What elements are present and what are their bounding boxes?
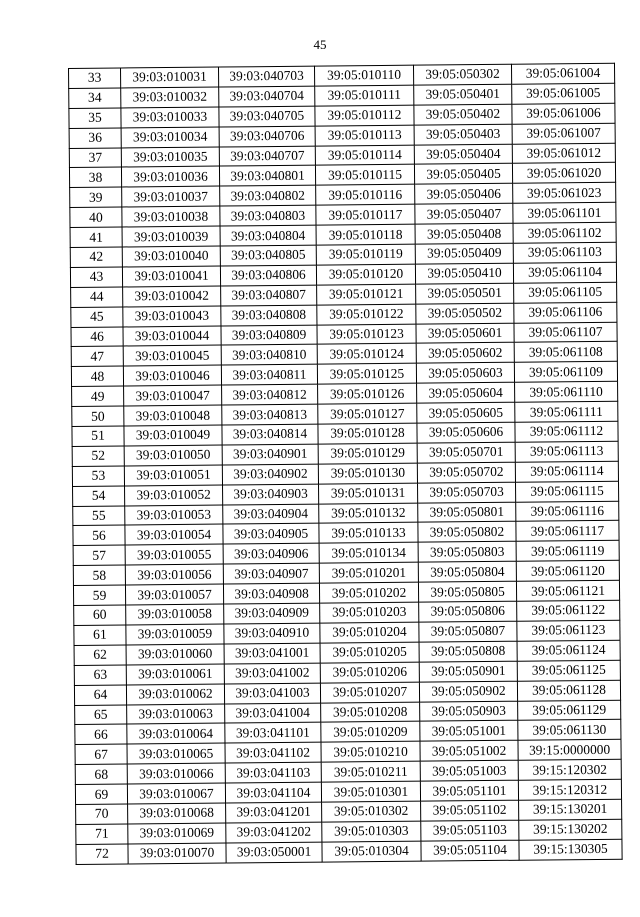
cadastral-number-cell: 39:03:010055 — [125, 544, 223, 565]
cadastral-number-cell: 39:03:040706 — [219, 126, 315, 147]
cadastral-number-cell: 39:05:050806 — [419, 601, 517, 622]
cadastral-number-cell: 39:05:010130 — [318, 463, 417, 484]
cadastral-number-cell: 39:05:010211 — [321, 761, 420, 782]
row-number-cell: 58 — [73, 565, 125, 585]
table-row — [76, 839, 622, 864]
cadastral-number-cell: 39:05:050807 — [419, 621, 517, 642]
cadastral-number-cell: 39:03:040707 — [219, 146, 315, 167]
cadastral-number-cell: 39:05:010114 — [315, 145, 414, 166]
cadastral-number-cell: 39:03:040902 — [222, 464, 318, 485]
row-number-cell: 46 — [71, 327, 123, 347]
cadastral-number-cell: 39:03:010060 — [126, 644, 224, 665]
cadastral-number-cell: 39:05:061109 — [514, 362, 617, 383]
row-number-cell: 35 — [69, 108, 121, 128]
cadastral-number-cell: 39:05:061129 — [518, 700, 621, 721]
cadastral-number-cell: 39:05:010131 — [319, 483, 418, 504]
cadastral-number-cell: 39:05:061012 — [512, 143, 615, 164]
row-number-cell: 69 — [75, 784, 127, 804]
cadastral-number-cell: 39:05:061105 — [514, 282, 617, 303]
cadastral-number-cell: 39:05:050410 — [415, 263, 513, 284]
cadastral-number-cell: 39:03:050001 — [226, 842, 322, 863]
cadastral-number-cell: 39:03:040807 — [221, 285, 317, 306]
cadastral-number-cell: 39:05:050803 — [418, 542, 516, 563]
cadastral-number-cell: 39:05:061007 — [512, 123, 615, 144]
cadastral-number-cell: 39:03:041201 — [226, 802, 322, 823]
cadastral-number-cell: 39:05:050802 — [418, 522, 516, 543]
cadastral-number-cell: 39:03:010070 — [128, 843, 226, 864]
cadastral-number-cell: 39:03:041103 — [225, 762, 321, 783]
cadastral-number-cell: 39:05:051002 — [420, 740, 518, 761]
row-number-cell: 53 — [72, 466, 124, 486]
cadastral-number-cell: 39:05:061111 — [515, 401, 618, 422]
cadastral-number-cell: 39:05:010122 — [317, 304, 416, 325]
row-number-cell: 49 — [72, 386, 124, 406]
cadastral-number-cell: 39:03:040903 — [223, 484, 319, 505]
row-number-cell: 68 — [75, 764, 127, 784]
cadastral-number-cell: 39:03:010034 — [121, 127, 219, 148]
cadastral-number-cell: 39:05:050603 — [416, 363, 514, 384]
cadastral-number-cell: 39:05:061119 — [516, 541, 619, 562]
cadastral-number-cell: 39:05:051101 — [420, 780, 518, 801]
cadastral-number-cell: 39:05:010204 — [320, 622, 419, 643]
cadastral-number-cell: 39:15:130202 — [519, 819, 622, 840]
cadastral-number-cell: 39:05:010110 — [314, 65, 413, 86]
cadastral-number-cell: 39:03:040906 — [223, 543, 319, 564]
cadastral-number-cell: 39:05:010121 — [317, 284, 416, 305]
cadastral-number-cell: 39:05:050405 — [414, 164, 512, 185]
cadastral-number-cell: 39:05:061101 — [513, 202, 616, 223]
cadastral-number-cell: 39:05:061128 — [517, 680, 620, 701]
cadastral-number-cell: 39:03:040804 — [220, 225, 316, 246]
cadastral-number-cell: 39:05:061104 — [513, 262, 616, 283]
cadastral-number-cell: 39:03:040901 — [222, 444, 318, 465]
cadastral-number-cell: 39:03:010048 — [124, 405, 222, 426]
cadastral-number-cell: 39:05:050902 — [419, 681, 517, 702]
cadastral-number-cell: 39:05:061124 — [517, 640, 620, 661]
cadastral-number-cell: 39:03:010068 — [128, 803, 226, 824]
row-number-cell: 45 — [71, 307, 123, 327]
cadastral-number-cell: 39:03:010054 — [125, 525, 223, 546]
row-number-cell: 59 — [73, 585, 125, 605]
cadastral-number-cell: 39:03:040703 — [218, 66, 314, 87]
cadastral-number-cell: 39:15:0000000 — [518, 740, 621, 761]
cadastral-number-cell: 39:05:050601 — [416, 323, 514, 344]
cadastral-number-cell: 39:05:051104 — [421, 840, 519, 861]
cadastral-number-cell: 39:05:050808 — [419, 641, 517, 662]
row-number-cell: 57 — [73, 545, 125, 565]
row-number-cell: 41 — [70, 227, 122, 247]
cadastral-number-cell: 39:03:040812 — [222, 384, 318, 405]
cadastral-number-cell: 39:05:010210 — [321, 741, 420, 762]
cadastral-number-cell: 39:03:010031 — [121, 67, 219, 88]
cadastral-number-cell: 39:05:010207 — [320, 682, 419, 703]
cadastral-number-cell: 39:05:050702 — [417, 462, 515, 483]
page-number: 45 — [313, 37, 327, 52]
cadastral-number-cell: 39:03:040904 — [223, 504, 319, 525]
row-number-cell: 72 — [76, 844, 128, 864]
cadastral-number-cell: 39:15:130201 — [519, 799, 622, 820]
cadastral-number-cell: 39:15:130305 — [519, 839, 622, 860]
cadastral-number-cell: 39:05:010129 — [318, 443, 417, 464]
cadastral-number-cell: 39:05:051102 — [421, 800, 519, 821]
cadastral-number-cell: 39:15:120302 — [518, 759, 621, 780]
cadastral-number-cell: 39:05:050602 — [416, 343, 514, 364]
cadastral-number-cell: 39:03:041102 — [225, 742, 321, 763]
row-number-cell: 33 — [69, 68, 121, 88]
cadastral-number-cell: 39:03:041001 — [224, 643, 320, 664]
table-body — [69, 63, 623, 864]
cadastral-number-cell: 39:03:040801 — [219, 166, 315, 187]
cadastral-number-cell: 39:05:061123 — [517, 620, 620, 641]
cadastral-number-cell: 39:03:010066 — [127, 763, 225, 784]
cadastral-number-cell: 39:03:010036 — [121, 167, 219, 188]
cadastral-number-cell: 39:05:010117 — [316, 204, 415, 225]
row-number-cell: 60 — [74, 605, 126, 625]
cadastral-number-cell: 39:05:050404 — [414, 144, 512, 165]
cadastral-number-cell: 39:05:010302 — [322, 801, 421, 822]
row-number-cell: 65 — [75, 704, 127, 724]
cadastral-number-cell: 39:05:010115 — [315, 165, 414, 186]
cadastral-number-cell: 39:03:040813 — [222, 404, 318, 425]
cadastral-number-cell: 39:05:010208 — [321, 702, 420, 723]
cadastral-number-cell: 39:03:010038 — [122, 206, 220, 227]
cadastral-number-cell: 39:05:010133 — [319, 523, 418, 544]
cadastral-number-cell: 39:05:061108 — [514, 342, 617, 363]
row-number-cell: 43 — [70, 267, 122, 287]
cadastral-number-cell: 39:05:050805 — [418, 581, 516, 602]
cadastral-number-cell: 39:03:010035 — [121, 147, 219, 168]
cadastral-number-cell: 39:05:061113 — [515, 441, 618, 462]
cadastral-number-cell: 39:05:061122 — [517, 600, 620, 621]
row-number-cell: 64 — [74, 685, 126, 705]
cadastral-number-cell: 39:03:041004 — [225, 703, 321, 724]
cadastral-number-cell: 39:05:050605 — [417, 402, 515, 423]
cadastral-number-cell: 39:05:010206 — [320, 662, 419, 683]
cadastral-number-cell: 39:05:010134 — [319, 543, 418, 564]
cadastral-number-cell: 39:05:050801 — [418, 502, 516, 523]
cadastral-number-cell: 39:03:010065 — [127, 743, 225, 764]
cadastral-number-cell: 39:03:010056 — [125, 564, 223, 585]
cadastral-number-cell: 39:05:010125 — [317, 364, 416, 385]
cadastral-number-cell: 39:03:010063 — [127, 704, 225, 725]
cadastral-number-cell: 39:05:050403 — [414, 124, 512, 145]
cadastral-number-cell: 39:05:050407 — [415, 203, 513, 224]
cadastral-number-cell: 39:05:051103 — [421, 820, 519, 841]
cadastral-number-cell: 39:05:010205 — [320, 642, 419, 663]
cadastral-number-cell: 39:05:010120 — [316, 264, 415, 285]
row-number-cell: 40 — [70, 207, 122, 227]
cadastral-number-cell: 39:05:061103 — [513, 242, 616, 263]
cadastral-number-cell: 39:05:061004 — [511, 63, 614, 84]
cadastral-number-cell: 39:03:040805 — [220, 245, 316, 266]
row-number-cell: 47 — [71, 346, 123, 366]
cadastral-number-cell: 39:05:061107 — [514, 322, 617, 343]
cadastral-number-cell: 39:05:010132 — [319, 503, 418, 524]
cadastral-number-cell: 39:05:010304 — [322, 841, 421, 862]
cadastral-number-cell: 39:05:010127 — [318, 403, 417, 424]
cadastral-number-cell: 39:05:061020 — [512, 163, 615, 184]
cadastral-number-cell: 39:05:050302 — [413, 64, 511, 85]
row-number-cell: 36 — [69, 128, 121, 148]
cadastral-number-cell: 39:05:050401 — [414, 84, 512, 105]
cadastral-number-cell: 39:03:041002 — [224, 663, 320, 684]
cadastral-number-cell: 39:03:041101 — [225, 722, 321, 743]
cadastral-number-cell: 39:03:010032 — [121, 87, 219, 108]
row-number-cell: 37 — [69, 148, 121, 168]
cadastral-number-cell: 39:05:061106 — [514, 302, 617, 323]
cadastral-number-cell: 39:03:040811 — [221, 364, 317, 385]
cadastral-number-cell: 39:05:050409 — [415, 243, 513, 264]
cadastral-number-cell: 39:05:010201 — [319, 562, 418, 583]
cadastral-number-cell: 39:05:061125 — [517, 660, 620, 681]
cadastral-number-cell: 39:03:010033 — [121, 107, 219, 128]
cadastral-number-cell: 39:03:010045 — [123, 346, 221, 367]
cadastral-number-cell: 39:03:041202 — [226, 822, 322, 843]
cadastral-number-cell: 39:05:050402 — [414, 104, 512, 125]
cadastral-number-cell: 39:05:051003 — [420, 760, 518, 781]
cadastral-number-cell: 39:03:010049 — [124, 425, 222, 446]
cadastral-number-cell: 39:03:010039 — [122, 226, 220, 247]
cadastral-number-cell: 39:03:040907 — [223, 563, 319, 584]
cadastral-number-cell: 39:03:010041 — [122, 266, 220, 287]
cadastral-number-cell: 39:03:010040 — [122, 246, 220, 267]
cadastral-number-cell: 39:03:010043 — [123, 306, 221, 327]
cadastral-table — [68, 63, 623, 865]
cadastral-number-cell: 39:05:061115 — [515, 481, 618, 502]
cadastral-number-cell: 39:03:010042 — [123, 286, 221, 307]
cadastral-number-cell: 39:05:010128 — [318, 423, 417, 444]
cadastral-number-cell: 39:05:061110 — [515, 381, 618, 402]
cadastral-number-cell: 39:03:010064 — [127, 723, 225, 744]
row-number-cell: 70 — [76, 804, 128, 824]
cadastral-number-cell: 39:03:040908 — [223, 583, 319, 604]
cadastral-number-cell: 39:05:010303 — [322, 821, 421, 842]
cadastral-number-cell: 39:05:050701 — [417, 442, 515, 463]
cadastral-number-cell: 39:03:041003 — [224, 683, 320, 704]
row-number-cell: 63 — [74, 665, 126, 685]
cadastral-number-cell: 39:03:010057 — [125, 584, 223, 605]
cadastral-number-cell: 39:05:061112 — [515, 421, 618, 442]
cadastral-number-cell: 39:03:040910 — [224, 623, 320, 644]
cadastral-number-cell: 39:15:120312 — [518, 779, 621, 800]
cadastral-number-cell: 39:05:050901 — [419, 661, 517, 682]
cadastral-number-cell: 39:05:061006 — [512, 103, 615, 124]
cadastral-number-cell: 39:05:010118 — [316, 224, 415, 245]
cadastral-number-cell: 39:05:061120 — [516, 560, 619, 581]
cadastral-number-cell: 39:03:010053 — [125, 505, 223, 526]
cadastral-number-cell: 39:03:040705 — [219, 106, 315, 127]
cadastral-number-cell: 39:03:010037 — [122, 186, 220, 207]
cadastral-number-cell: 39:03:010062 — [126, 684, 224, 705]
cadastral-number-cell: 39:03:010058 — [126, 604, 224, 625]
cadastral-number-cell: 39:05:061121 — [516, 580, 619, 601]
cadastral-number-cell: 39:05:050804 — [418, 561, 516, 582]
row-number-cell: 56 — [73, 525, 125, 545]
cadastral-number-cell: 39:05:061130 — [518, 720, 621, 741]
row-number-cell: 61 — [74, 625, 126, 645]
cadastral-number-cell: 39:03:010046 — [123, 365, 221, 386]
cadastral-number-cell: 39:05:010301 — [321, 781, 420, 802]
cadastral-number-cell: 39:05:010112 — [315, 105, 414, 126]
cadastral-number-cell: 39:03:010051 — [124, 465, 222, 486]
row-number-cell: 42 — [70, 247, 122, 267]
row-number-cell: 52 — [72, 446, 124, 466]
cadastral-number-cell: 39:05:050406 — [415, 184, 513, 205]
cadastral-number-cell: 39:05:050502 — [416, 303, 514, 324]
cadastral-number-cell: 39:05:050903 — [420, 701, 518, 722]
cadastral-number-cell: 39:03:040809 — [221, 325, 317, 346]
cadastral-number-cell: 39:05:010113 — [315, 125, 414, 146]
row-number-cell: 67 — [75, 744, 127, 764]
cadastral-number-cell: 39:03:010059 — [126, 624, 224, 645]
cadastral-number-cell: 39:03:040803 — [220, 205, 316, 226]
cadastral-number-cell: 39:05:010119 — [316, 244, 415, 265]
cadastral-number-cell: 39:03:010052 — [125, 485, 223, 506]
cadastral-number-cell: 39:05:061117 — [516, 521, 619, 542]
cadastral-number-cell: 39:05:061116 — [516, 501, 619, 522]
cadastral-number-cell: 39:05:050408 — [415, 223, 513, 244]
row-number-cell: 62 — [74, 645, 126, 665]
row-number-cell: 55 — [73, 506, 125, 526]
cadastral-number-cell: 39:03:040806 — [220, 265, 316, 286]
row-number-cell: 48 — [71, 366, 123, 386]
row-number-cell: 34 — [69, 88, 121, 108]
cadastral-number-cell: 39:05:061005 — [512, 83, 615, 104]
cadastral-number-cell: 39:03:010067 — [127, 783, 225, 804]
cadastral-number-cell: 39:05:010124 — [317, 344, 416, 365]
cadastral-number-cell: 39:03:010061 — [126, 664, 224, 685]
cadastral-number-cell: 39:05:010126 — [318, 383, 417, 404]
cadastral-number-cell: 39:03:010047 — [124, 385, 222, 406]
row-number-cell: 39 — [70, 187, 122, 207]
row-number-cell: 71 — [76, 824, 128, 844]
row-number-cell: 44 — [71, 287, 123, 307]
cadastral-number-cell: 39:05:050501 — [416, 283, 514, 304]
row-number-cell: 50 — [72, 406, 124, 426]
cadastral-number-cell: 39:05:010202 — [319, 582, 418, 603]
cadastral-number-cell: 39:05:050606 — [417, 422, 515, 443]
cadastral-number-cell: 39:03:010044 — [123, 326, 221, 347]
cadastral-number-cell: 39:03:040909 — [224, 603, 320, 624]
cadastral-number-cell: 39:03:040814 — [222, 424, 318, 445]
cadastral-number-cell: 39:05:061023 — [513, 183, 616, 204]
row-number-cell: 66 — [75, 724, 127, 744]
cadastral-number-cell: 39:05:010209 — [321, 722, 420, 743]
cadastral-number-cell: 39:05:010203 — [320, 602, 419, 623]
cadastral-number-cell: 39:03:010050 — [124, 445, 222, 466]
cadastral-number-cell: 39:05:051001 — [420, 721, 518, 742]
row-number-cell: 38 — [69, 167, 121, 187]
cadastral-number-cell: 39:03:040704 — [219, 86, 315, 107]
cadastral-number-cell: 39:05:050703 — [417, 482, 515, 503]
cadastral-number-cell: 39:03:010069 — [128, 823, 226, 844]
cadastral-table-container — [68, 63, 622, 865]
cadastral-number-cell: 39:05:050604 — [417, 382, 515, 403]
cadastral-number-cell: 39:05:010111 — [315, 85, 414, 106]
cadastral-number-cell: 39:05:061114 — [515, 461, 618, 482]
row-number-cell: 51 — [72, 426, 124, 446]
cadastral-number-cell: 39:03:040802 — [220, 185, 316, 206]
row-number-cell: 54 — [73, 486, 125, 506]
cadastral-number-cell: 39:03:040905 — [223, 524, 319, 545]
cadastral-number-cell: 39:03:040810 — [221, 345, 317, 366]
cadastral-number-cell: 39:05:061102 — [513, 222, 616, 243]
cadastral-number-cell: 39:05:010116 — [316, 185, 415, 206]
cadastral-number-cell: 39:03:041104 — [225, 782, 321, 803]
cadastral-number-cell: 39:03:040808 — [221, 305, 317, 326]
cadastral-number-cell: 39:05:010123 — [317, 324, 416, 345]
